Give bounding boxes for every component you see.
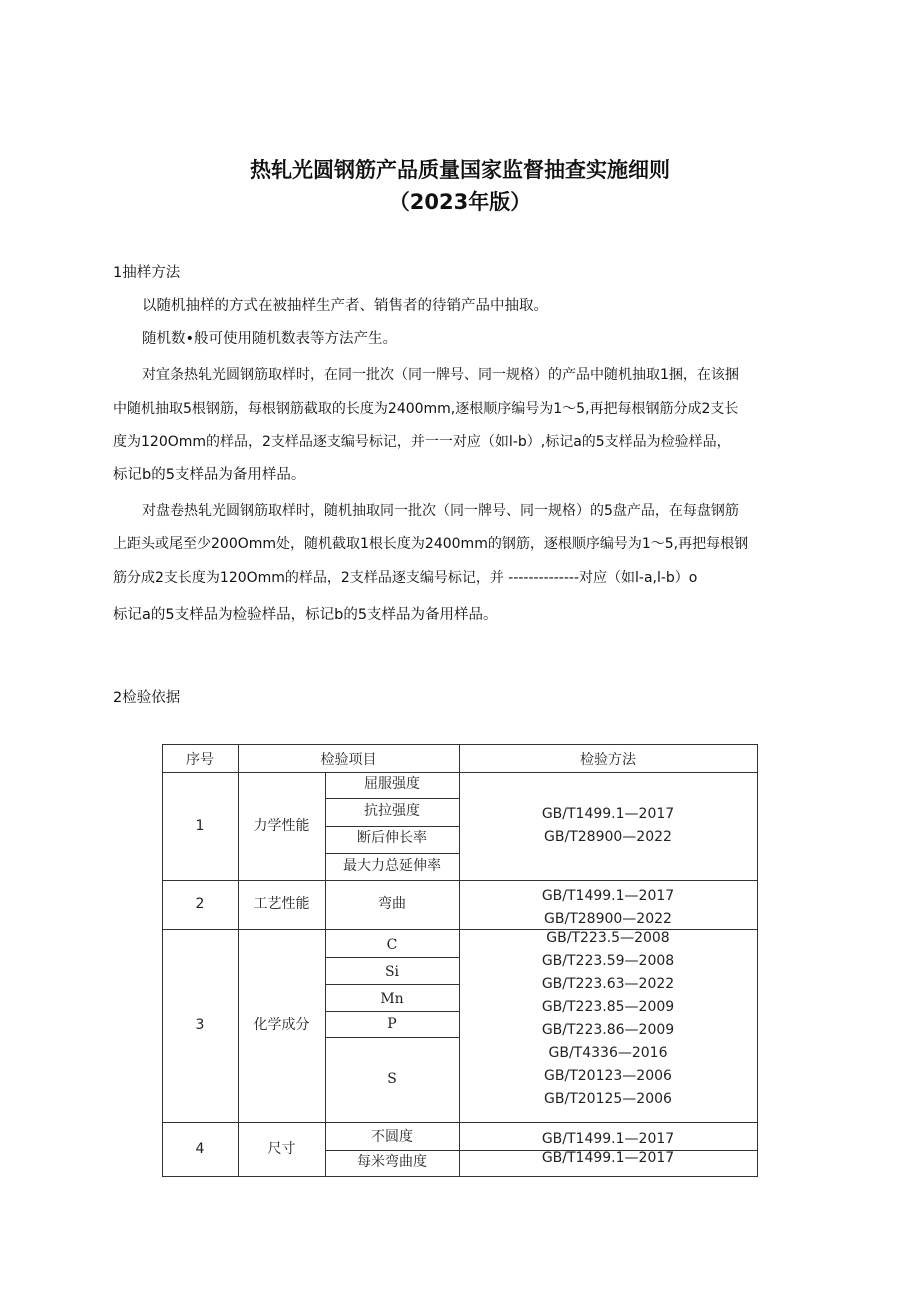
item-cell: Si (384, 964, 400, 980)
method-cell (459, 927, 757, 1113)
paragraph: 筋分成2支长度为120Omm的样品，2支样品逐支编号标记，并 --------------对应（如l-a,l-b）o (113, 570, 698, 586)
paragraph: 标记a的5支样品为检验样品，标记b的5支样品为备用样品。 (113, 607, 498, 623)
section-heading: 2检验依据 (113, 690, 181, 706)
row-category: 尺寸 (267, 1140, 296, 1157)
document-subtitle: （2023年版） (388, 190, 532, 214)
method: GB/T4336—2016 (548, 1045, 668, 1061)
paragraph: 随机数•般可使用随机数表等方法产生。 (142, 331, 398, 347)
method: GB/T223.85—2009 (541, 999, 675, 1015)
paragraph: 对宜条热轧光圆钢筋取样时，在同一批次（同一牌号、同一规格）的产品中随机抽取1捆，在该捆 (142, 367, 739, 383)
row-category: 力学性能 (253, 817, 310, 834)
section-heading: 1抽样方法 (113, 265, 181, 281)
method: GB/T28900—2022 (544, 829, 672, 845)
row-category: 化学成分 (253, 1017, 310, 1033)
method-cell: GB/T1499.1—2017 (541, 1130, 675, 1147)
paragraph: 对盘卷热轧光圆钢筋取样时，随机抽取同一批次（同一牌号、同一规格）的5盘产品，在每盘钢筋 (142, 503, 739, 519)
method-cell (459, 772, 757, 880)
item-cell: 抗拉强度 (364, 802, 420, 819)
item-cell: 最大力总延伸率 (343, 857, 441, 874)
item-cell: 不圆度 (371, 1129, 413, 1145)
item-cell: S (387, 1071, 397, 1087)
method: GB/T20125—2006 (544, 1091, 672, 1107)
row-number: 4 (195, 1140, 205, 1157)
item-cell: 弯曲 (378, 896, 406, 912)
header-cell: 序号 (186, 751, 214, 768)
paragraph: 标记b的5支样品为备用样品。 (113, 467, 306, 483)
method: GB/T223.86—2009 (541, 1022, 675, 1038)
row-category: 工艺性能 (253, 896, 310, 912)
paragraph: 度为120Omm的样品，2支样品逐支编号标记，并一一对应（如l-b）,标记a的5支样品为检验样品， (113, 434, 731, 450)
method: GB/T1499.1—2017 (541, 806, 675, 822)
item-cell: 断后伸长率 (357, 829, 427, 846)
paragraph: 中随机抽取5根钢筋，每根钢筋截取的长度为2400mm,逐根顺序编号为1～5,再把每根钢筋分成2支长 (113, 401, 739, 417)
header-cell: 检验项目 (320, 751, 377, 768)
method: GB/T223.63—2022 (541, 976, 675, 992)
item-cell: 屈服强度 (364, 775, 420, 792)
item-cell: Mn (380, 991, 404, 1007)
method: GB/T1499.1—2017 (541, 888, 675, 904)
method: GB/T223.5—2008 (546, 930, 670, 946)
row-number: 2 (195, 896, 205, 912)
method: GB/T223.59—2008 (541, 953, 675, 969)
item-cell: P (387, 1016, 397, 1032)
method: GB/T20123—2006 (544, 1068, 672, 1084)
method-cell: GB/T1499.1—2017 (541, 1149, 675, 1166)
method: GB/T28900—2022 (544, 911, 672, 927)
row-number: 1 (195, 817, 205, 834)
row-number: 3 (195, 1017, 205, 1033)
document-title: 热轧光圆钢筋产品质量国家监督抽查实施细则 (250, 158, 670, 182)
header-cell: 检验方法 (580, 751, 636, 768)
paragraph: 以随机抽样的方式在被抽样生产者、销售者的待销产品中抽取。 (142, 298, 548, 314)
paragraph: 上距头或尾至少200Omm处，随机截取1根长度为2400mm的钢筋，逐根顺序编号为1～5,再把每根钢 (113, 536, 749, 552)
method-cell (459, 885, 757, 931)
item-cell: 每米弯曲度 (357, 1154, 427, 1170)
item-cell: C (386, 937, 398, 953)
